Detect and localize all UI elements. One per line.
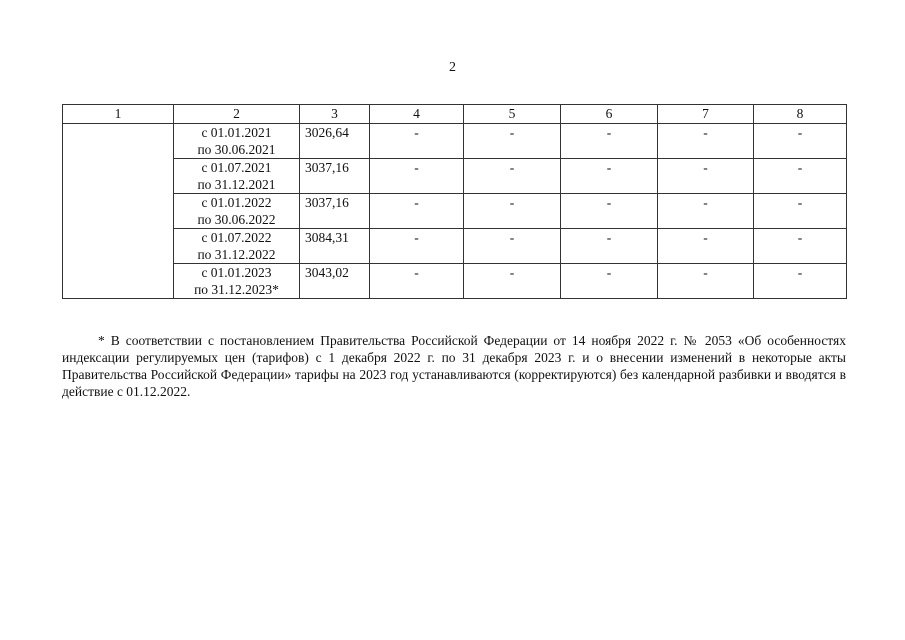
empty-value-cell: - xyxy=(754,159,847,194)
tariff-value: 3084,31 xyxy=(300,229,370,264)
tariff-value: 3037,16 xyxy=(300,194,370,229)
empty-value-cell: - xyxy=(370,194,464,229)
empty-value-cell: - xyxy=(658,159,754,194)
empty-value-cell: - xyxy=(754,124,847,159)
period-cell xyxy=(174,194,300,229)
empty-value-cell: - xyxy=(464,124,561,159)
column-header: 6 xyxy=(561,105,658,124)
empty-value-cell: - xyxy=(658,229,754,264)
table-row xyxy=(63,229,847,264)
merged-first-column-cell xyxy=(63,124,174,299)
column-header: 2 xyxy=(174,105,300,124)
column-header: 1 xyxy=(63,105,174,124)
empty-value-cell: - xyxy=(370,229,464,264)
column-header: 8 xyxy=(754,105,847,124)
empty-value-cell: - xyxy=(370,159,464,194)
table-row xyxy=(63,159,847,194)
tariff-value: 3026,64 xyxy=(300,124,370,159)
column-header: 7 xyxy=(658,105,754,124)
empty-value-cell: - xyxy=(464,194,561,229)
column-header: 4 xyxy=(370,105,464,124)
empty-value-cell: - xyxy=(464,229,561,264)
table-row xyxy=(63,264,847,299)
period-cell xyxy=(174,159,300,194)
column-header: 5 xyxy=(464,105,561,124)
tariff-table xyxy=(62,104,847,299)
table-row xyxy=(63,194,847,229)
empty-value-cell: - xyxy=(561,229,658,264)
tariff-value: 3037,16 xyxy=(300,159,370,194)
table-row xyxy=(63,124,847,159)
empty-value-cell: - xyxy=(561,194,658,229)
period-cell xyxy=(174,229,300,264)
empty-value-cell: - xyxy=(658,194,754,229)
period-end: по 31.12.2023* xyxy=(194,282,279,297)
period-start: с 01.07.2022 xyxy=(201,230,272,245)
period-end: по 30.06.2022 xyxy=(197,212,276,227)
empty-value-cell: - xyxy=(464,159,561,194)
footnote: * В соответствии с постановлением Правительства Российской Федерации от 14 ноября 2022 г. № 2053 «Об особенностях индексации регулируемых цен (тарифов) с 1 декабря 2022 г. по 31 декабря 2023 г. и о внесении изменений в некоторые акты Правительства Российской Федерации» тарифы на 2023 год устанавливаются (корректируются) без календарной разбивки и вводятся в действие с 01.12.2022. xyxy=(62,332,846,399)
period-start: с 01.07.2021 xyxy=(201,160,272,175)
tariff-value: 3043,02 xyxy=(300,264,370,299)
empty-value-cell: - xyxy=(370,264,464,299)
empty-value-cell: - xyxy=(754,229,847,264)
empty-value-cell: - xyxy=(561,124,658,159)
table-header-row xyxy=(63,105,847,124)
empty-value-cell: - xyxy=(754,264,847,299)
empty-value-cell: - xyxy=(658,124,754,159)
period-start: с 01.01.2021 xyxy=(201,125,272,140)
column-header: 3 xyxy=(300,105,370,124)
empty-value-cell: - xyxy=(561,264,658,299)
period-cell xyxy=(174,124,300,159)
period-end: по 31.12.2022 xyxy=(197,247,276,262)
empty-value-cell: - xyxy=(370,124,464,159)
period-cell xyxy=(174,264,300,299)
period-end: по 31.12.2021 xyxy=(197,177,276,192)
empty-value-cell: - xyxy=(561,159,658,194)
period-start: с 01.01.2023 xyxy=(201,265,272,280)
empty-value-cell: - xyxy=(464,264,561,299)
empty-value-cell: - xyxy=(658,264,754,299)
page-number: 2 xyxy=(449,60,456,75)
empty-value-cell: - xyxy=(754,194,847,229)
period-end: по 30.06.2021 xyxy=(197,142,276,157)
period-start: с 01.01.2022 xyxy=(201,195,272,210)
